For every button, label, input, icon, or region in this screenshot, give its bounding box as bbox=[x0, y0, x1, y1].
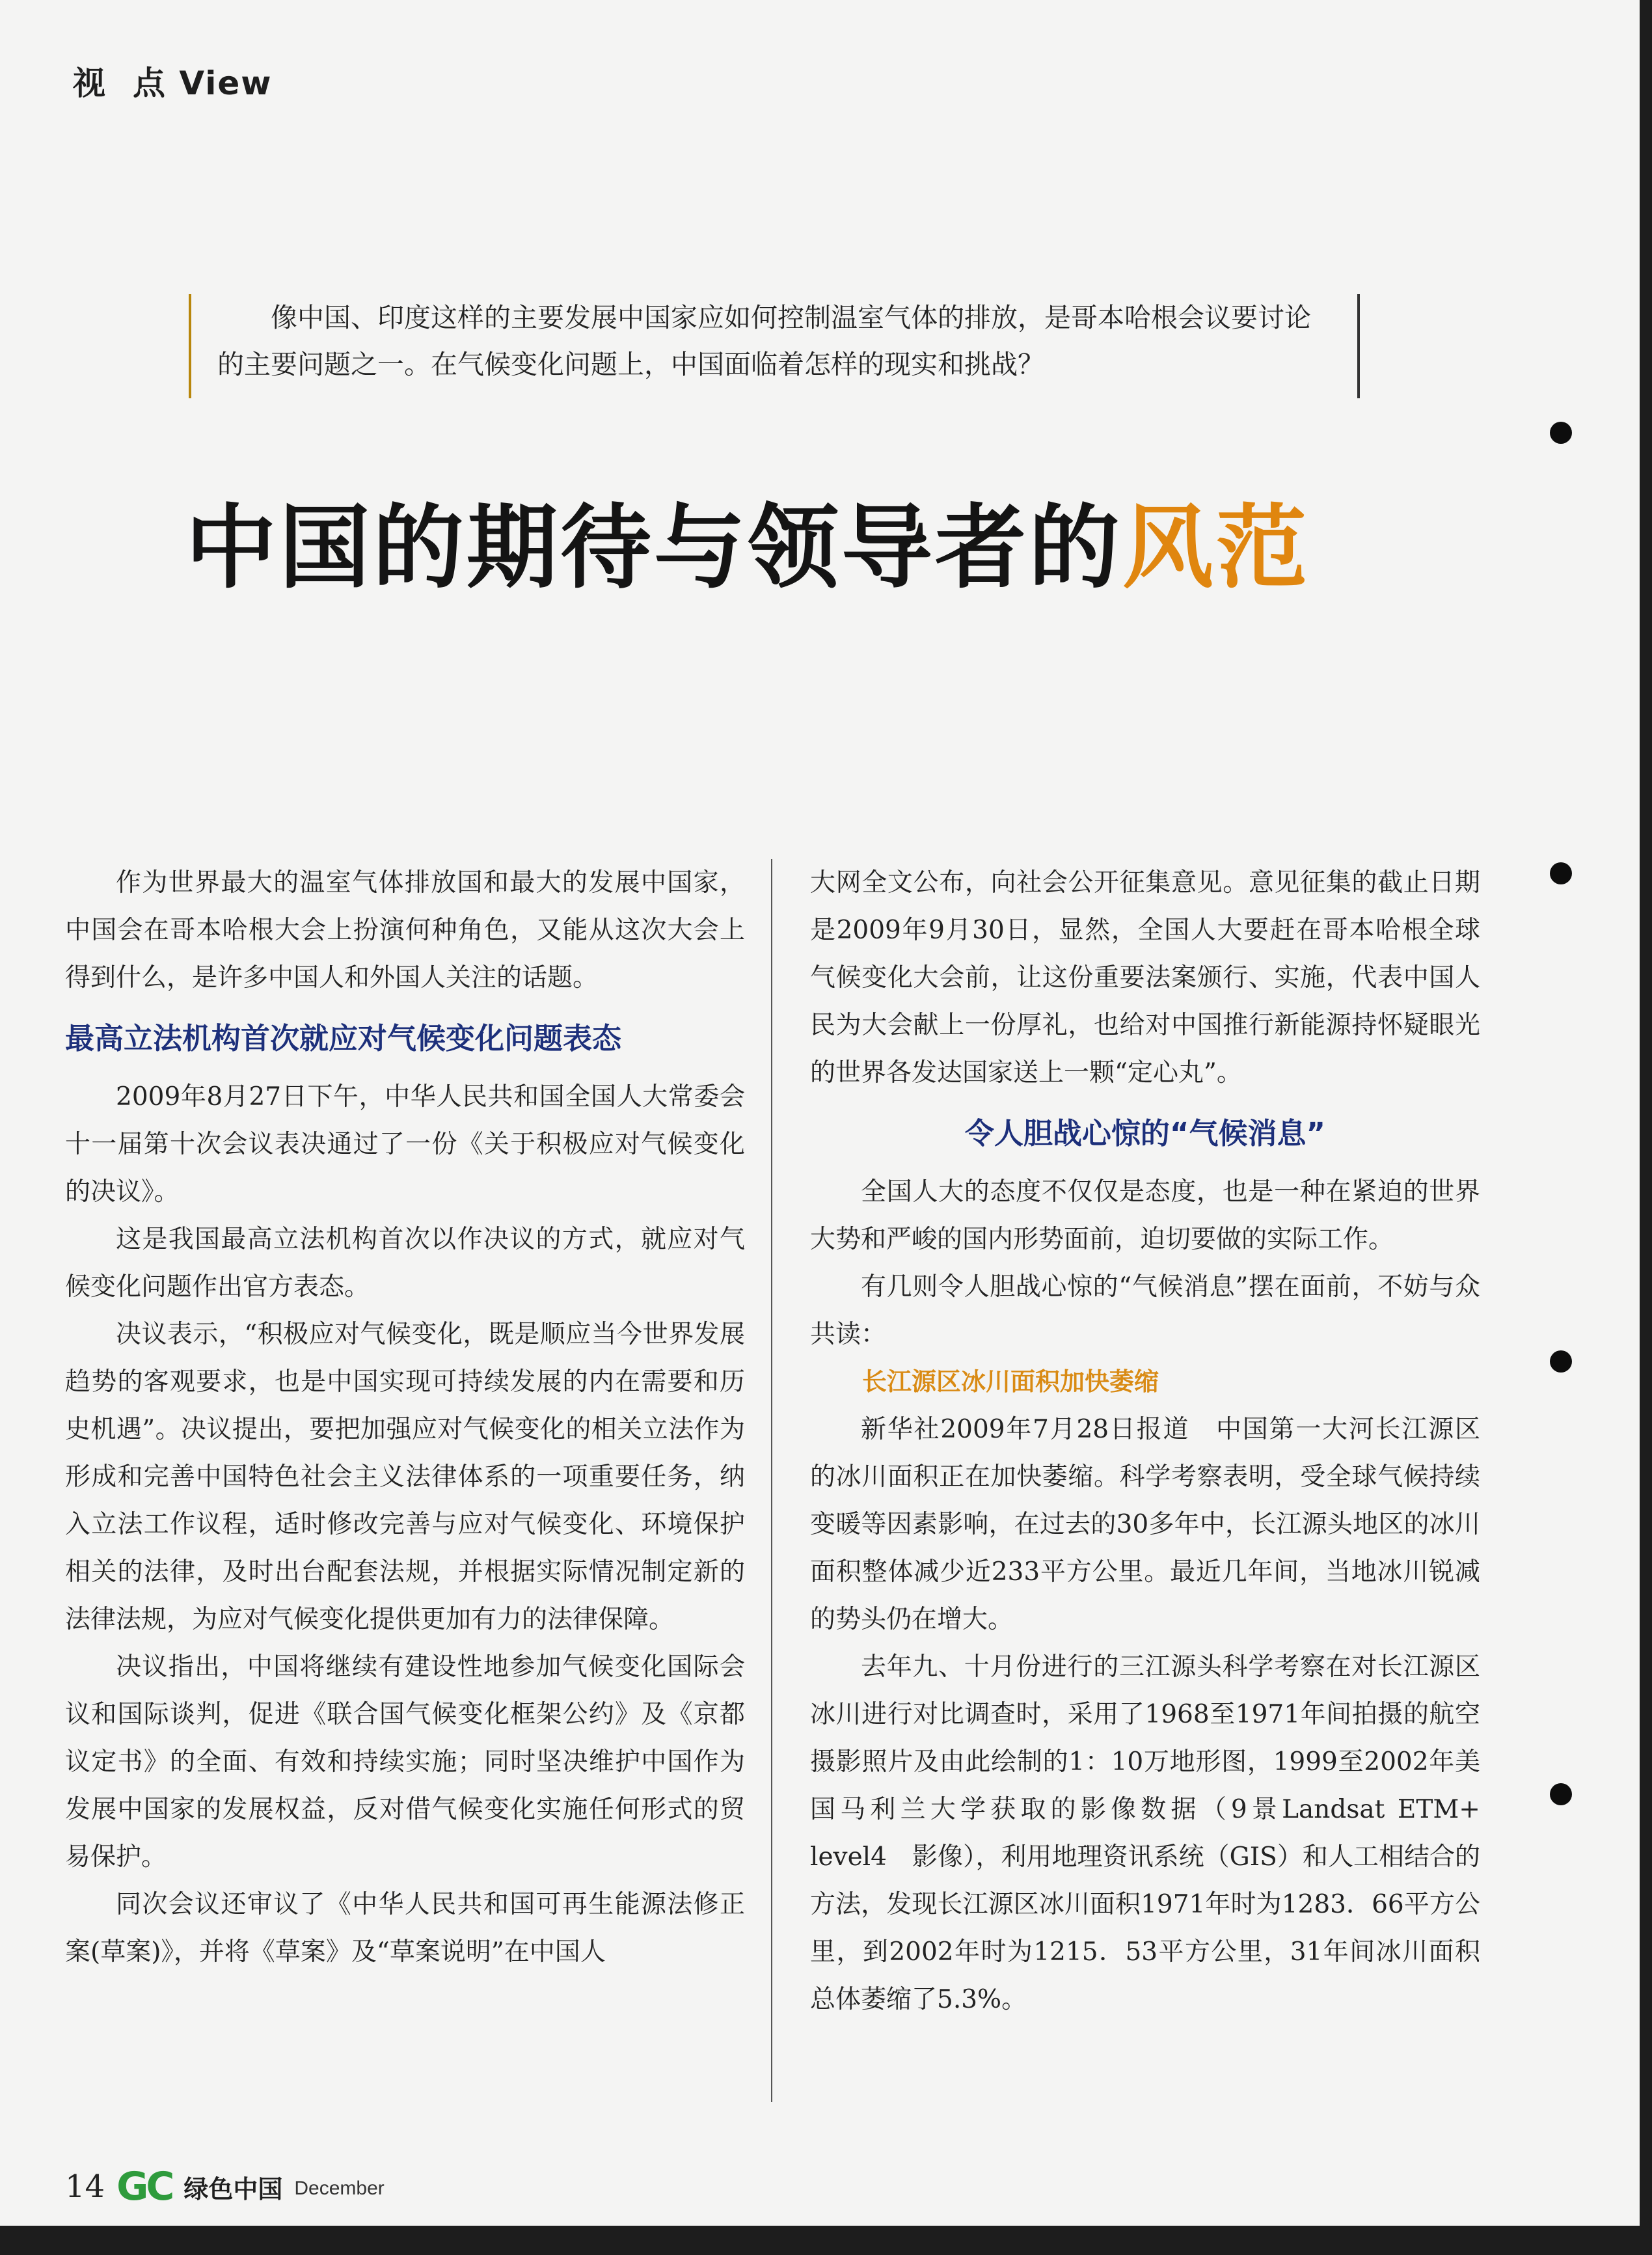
column-divider bbox=[771, 859, 772, 2102]
left-column bbox=[65, 859, 745, 1976]
page-footer bbox=[65, 2164, 385, 2209]
magazine-name: 绿色中国 bbox=[183, 2174, 283, 2204]
section-label-cn-2: 点 bbox=[133, 64, 167, 102]
article-deck bbox=[189, 294, 1360, 398]
section-heading-legislation: 最高立法机构首次就应对气候变化问题表态 bbox=[65, 1021, 622, 1056]
body-paragraph: 决议指出，中国将继续有建设性地参加气候变化国际会议和国际谈判，促进《联合国气候变化框架公约》及《京都议定书》的全面、有效和持续实施；同时坚决维护中国作为发展中国家的发展权益，反对借气候变化实施任何形式的贸易保护。 bbox=[65, 1652, 745, 1872]
body-paragraph: 同次会议还审议了《中华人民共和国可再生能源法修正案(草案)》，并将《草案》及“草案说明”在中国人 bbox=[65, 1890, 745, 1967]
section-label bbox=[73, 57, 272, 104]
binder-hole bbox=[1550, 862, 1572, 884]
magazine-logo: GC bbox=[116, 2164, 172, 2209]
binder-hole bbox=[1550, 1783, 1572, 1805]
body-paragraph: 决议表示，“积极应对气候变化，既是顺应当今世界发展趋势的客观要求，也是中国实现可持续发展的内在需要和历史机遇”。决议提出，要把加强应对气候变化的相关立法作为形成和完善中国特色社会主义法律体系的一项重要任务，纳入立法工作议程，适时修改完善与应对气候变化、环境保护相关的法律，及时出台配套法规，并根据实际情况制定新的法律法规，为应对气候变化提供更加有力的法律保障。 bbox=[65, 1320, 745, 1634]
title-main: 中国的期待与领导者的 bbox=[185, 495, 1123, 601]
body-paragraph: 去年九、十月份进行的三江源头科学考察在对长江源区冰川进行对比调查时，采用了1968至1971年间拍摄的航空摄影照片及由此绘制的1：10万地形图，1999至2002年美国马利兰大学获取的影像数据（9景Landsat ETM+ level4 影像），利用地理资讯系统（GIS）和人工相结合的方法，发现长江源区冰川面积1971年时为1283．66平方公里，到2002年时为1215．53平方公里，31年间冰川面积总体萎缩了5.3%。 bbox=[810, 1652, 1506, 2014]
body-paragraph: 2009年8月27日下午，中华人民共和国全国人大常委会十一届第十次会议表决通过了一份《关于积极应对气候变化的决议》。 bbox=[65, 1082, 745, 1207]
binder-hole bbox=[1550, 422, 1572, 444]
subheading-glacier: 长江源区冰川面积加快萎缩 bbox=[862, 1367, 1159, 1396]
issue-month: December bbox=[294, 2178, 385, 2199]
deck-text: 像中国、印度这样的主要发展中国家应如何控制温室气体的排放，是哥本哈根会议要讨论的主要问题之一。在气候变化问题上，中国面临着怎样的现实和挑战？ bbox=[217, 302, 1311, 380]
right-column bbox=[810, 859, 1506, 2023]
article-title bbox=[185, 475, 1310, 606]
body-paragraph: 这是我国最高立法机构首次以作决议的方式，就应对气候变化问题作出官方表态。 bbox=[65, 1225, 745, 1302]
body-paragraph: 有几则令人胆战心惊的“气候消息”摆在面前，不妨与众共读： bbox=[810, 1272, 1480, 1349]
body-paragraph: 新华社2009年7月28日报道 中国第一大河长江源区的冰川面积正在加快萎缩。科学考察表明，受全球气候持续变暖等因素影响，在过去的30多年中，长江源头地区的冰川面积整体减少近233平方公里。最近几年间，当地冰川锐减的势头仍在增大。 bbox=[810, 1415, 1480, 1634]
continued-paragraph: 大网全文公布，向社会公开征集意见。意见征集的截止日期是2009年9月30日，显然，全国人大要赶在哥本哈根全球气候变化大会前，让这份重要法案颁行、实施，代表中国人民为大会献上一份厚礼，也给对中国推行新能源持怀疑眼光的世界各发达国家送上一颗“定心丸”。 bbox=[810, 868, 1480, 1087]
section-heading-climate-news: 令人胆战心惊的“气候消息” bbox=[964, 1116, 1326, 1151]
binder-hole bbox=[1550, 1350, 1572, 1373]
title-accent: 风范 bbox=[1122, 495, 1310, 601]
body-paragraph: 全国人大的态度不仅仅是态度，也是一种在紧迫的世界大势和严峻的国内形势面前，迫切要做的实际工作。 bbox=[810, 1177, 1480, 1254]
page-number: 14 bbox=[65, 2168, 105, 2205]
section-label-en: View bbox=[179, 64, 273, 102]
section-label-cn-1: 视 bbox=[73, 64, 107, 102]
intro-paragraph: 作为世界最大的温室气体排放国和最大的发展中国家，中国会在哥本哈根大会上扮演何种角色，又能从这次大会上得到什么，是许多中国人和外国人关注的话题。 bbox=[65, 868, 745, 992]
